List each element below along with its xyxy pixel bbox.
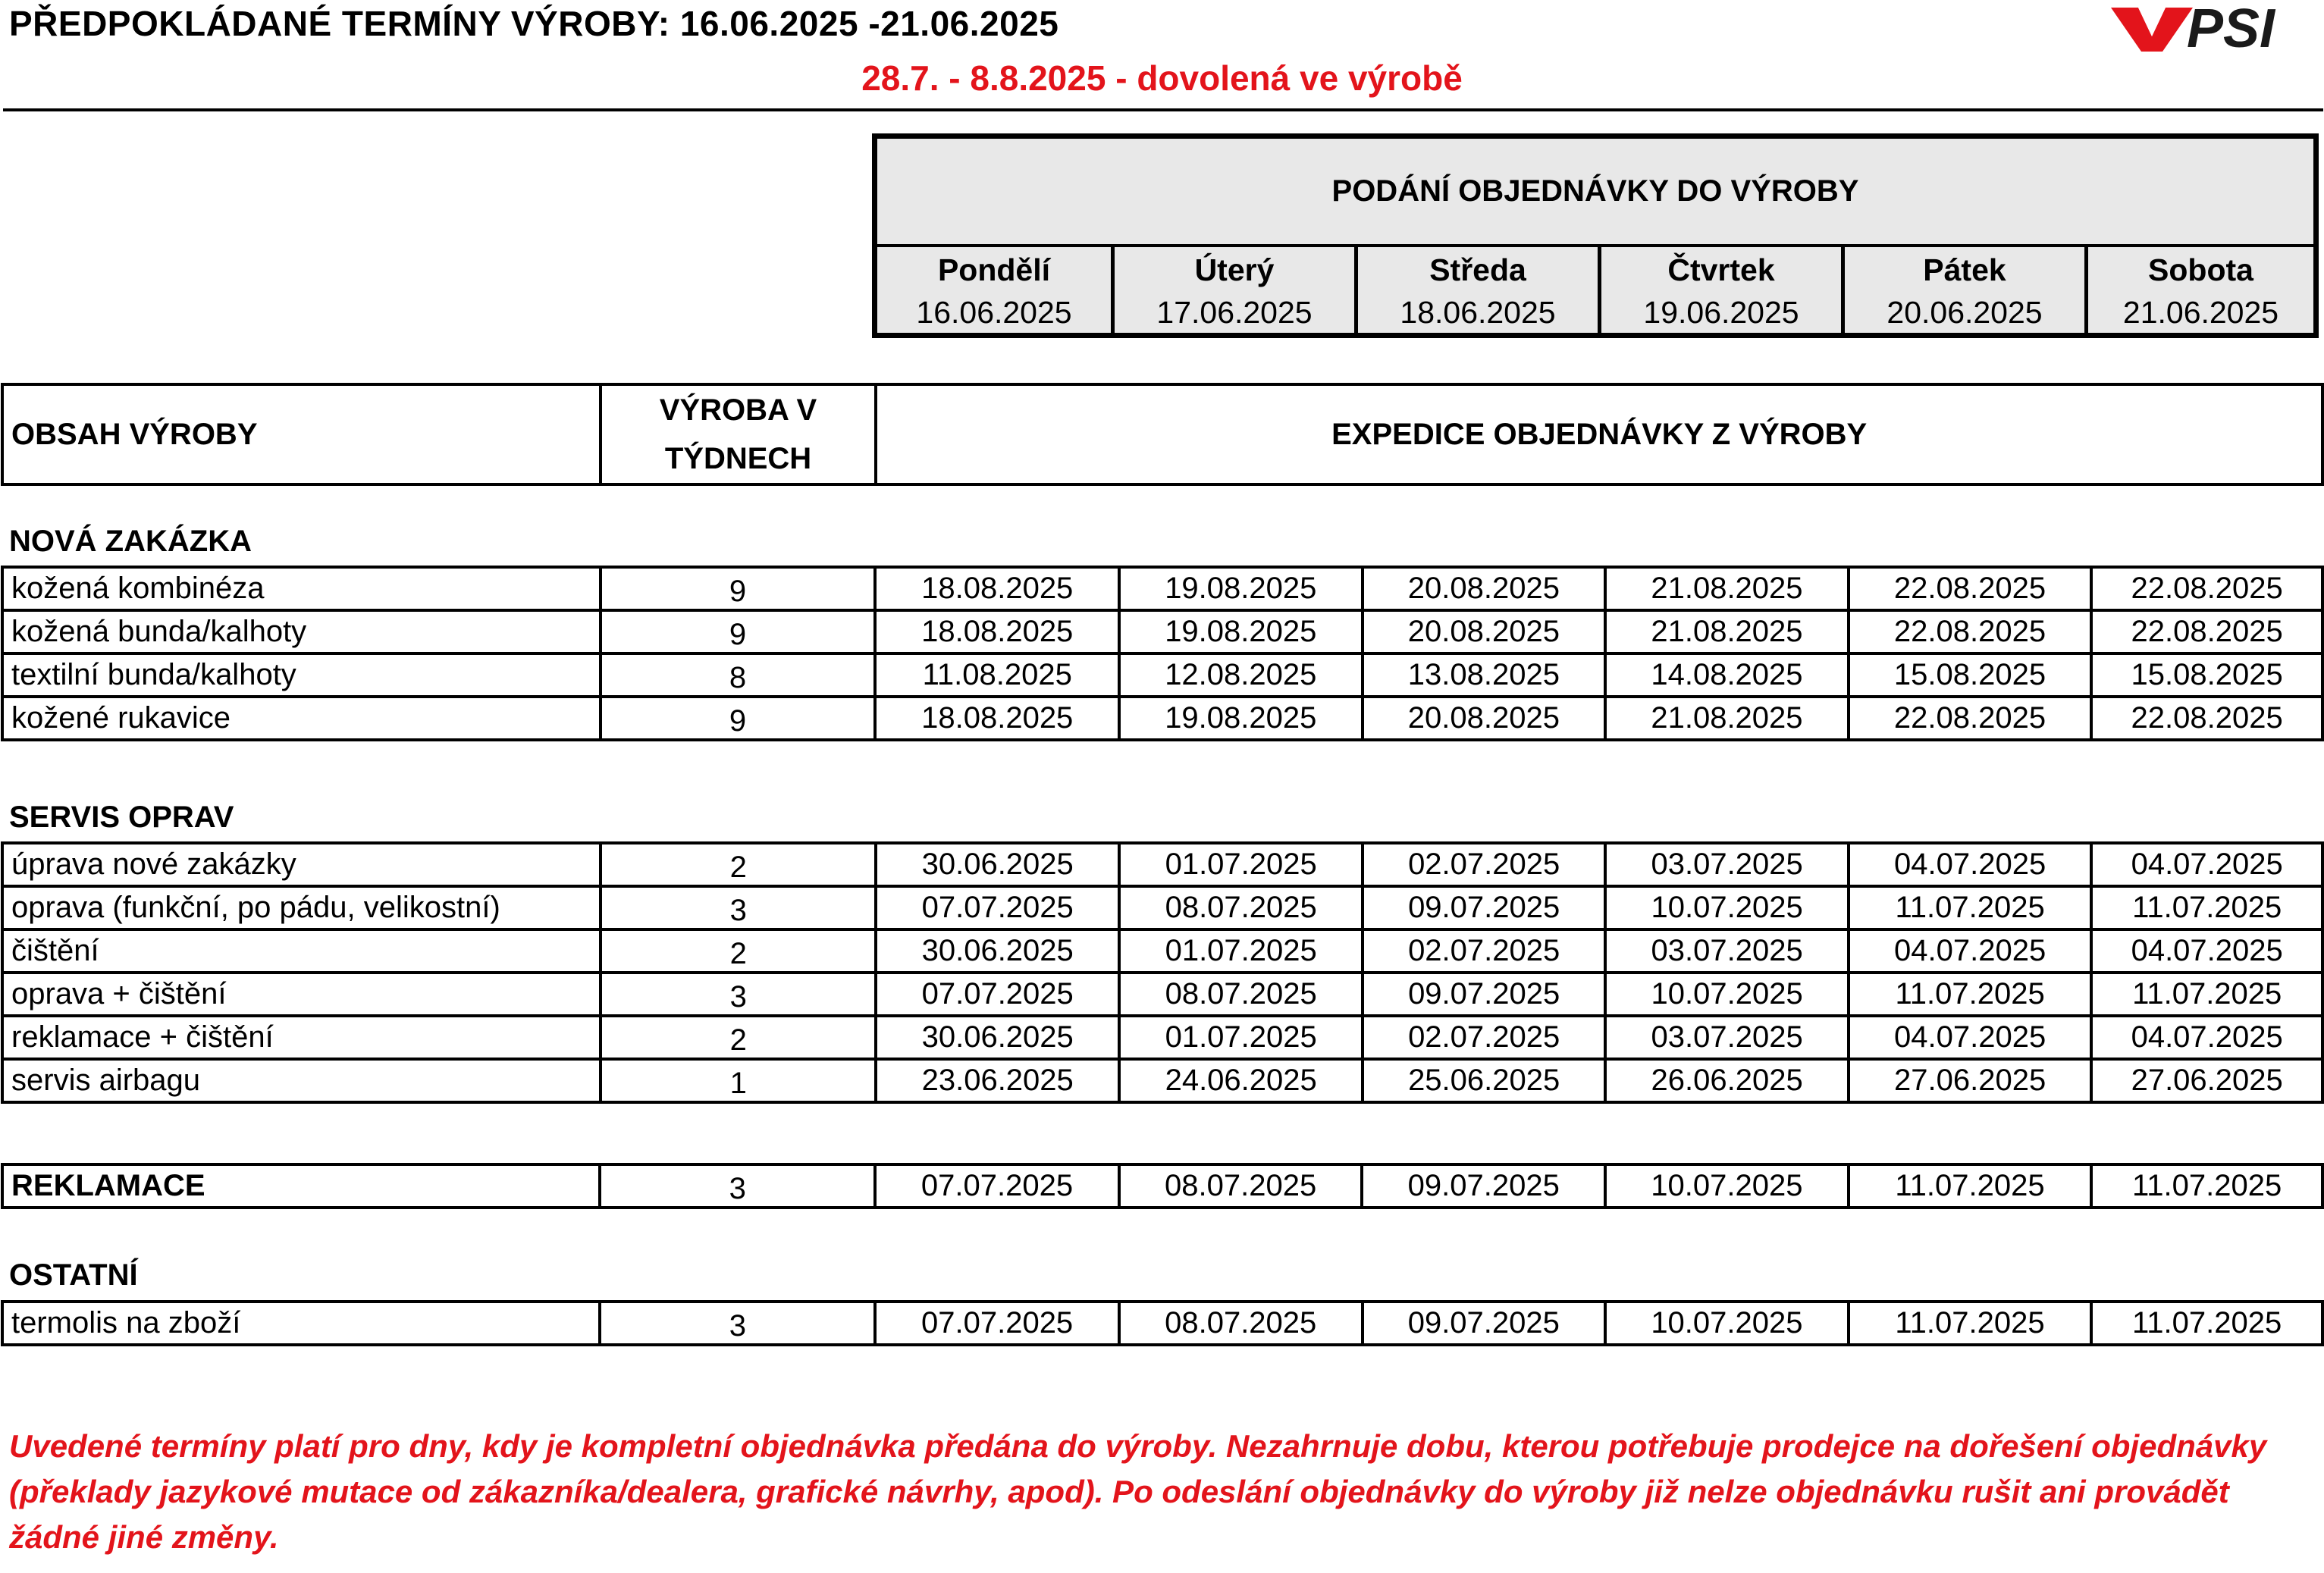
row-expedition-date: 26.06.2025 (1605, 1059, 1848, 1102)
row-expedition-date: 19.08.2025 (1119, 610, 1363, 653)
table-row (2, 697, 2322, 740)
table-row (2, 610, 2322, 653)
section-title-servis-oprav: SERVIS OPRAV (9, 801, 234, 834)
row-expedition-date: 10.07.2025 (1605, 1302, 1849, 1345)
row-expedition-date: 10.07.2025 (1605, 1164, 1849, 1208)
row-expedition-date: 10.07.2025 (1605, 886, 1848, 929)
schedule-table (1, 841, 2324, 1104)
row-expedition-date: 18.08.2025 (875, 567, 1119, 610)
row-expedition-date: 27.06.2025 (1849, 1059, 2091, 1102)
row-expedition-date: 19.08.2025 (1119, 697, 1363, 740)
row-expedition-date: 09.07.2025 (1363, 973, 1605, 1016)
order-day-1: Úterý (1115, 247, 1358, 293)
row-expedition-date: 24.06.2025 (1119, 1059, 1362, 1102)
order-table-header: PODÁNÍ OBJEDNÁVKY DO VÝROBY (877, 139, 2313, 247)
order-day-2: Středa (1358, 247, 1601, 293)
table-row (2, 1016, 2322, 1059)
row-expedition-date: 11.07.2025 (2091, 886, 2322, 929)
row-expedition-date: 10.07.2025 (1605, 973, 1848, 1016)
row-expedition-date: 04.07.2025 (2091, 929, 2322, 973)
row-expedition-date: 01.07.2025 (1119, 843, 1362, 886)
table-row (2, 653, 2322, 697)
order-days-row (877, 247, 2313, 295)
row-expedition-date: 18.08.2025 (875, 610, 1119, 653)
row-item-name: čištění (2, 929, 601, 973)
table-row (2, 929, 2322, 973)
row-expedition-date: 03.07.2025 (1605, 1016, 1848, 1059)
row-item-name: kožená kombinéza (2, 567, 601, 610)
order-day-0: Pondělí (877, 247, 1115, 293)
order-submission-table (872, 133, 2319, 338)
table-row (2, 886, 2322, 929)
row-expedition-date: 20.08.2025 (1363, 610, 1606, 653)
row-expedition-date: 11.08.2025 (875, 653, 1119, 697)
header-weeks-line2: TÝDNECH (664, 442, 812, 475)
order-day-5: Sobota (2148, 252, 2253, 287)
row-expedition-date: 04.07.2025 (1849, 929, 2091, 973)
order-date-4: 20.06.2025 (1845, 293, 2088, 333)
row-expedition-date: 18.08.2025 (875, 697, 1119, 740)
order-day-4: Pátek (1845, 247, 2088, 293)
row-item-name: úprava nové zakázky (2, 843, 601, 886)
row-expedition-date: 08.07.2025 (1119, 886, 1362, 929)
row-expedition-date: 11.07.2025 (2091, 973, 2322, 1016)
order-date-5: 21.06.2025 (2122, 295, 2279, 330)
row-weeks: 2 (601, 1016, 876, 1059)
row-item-name: REKLAMACE (2, 1164, 600, 1208)
header-expedition: EXPEDICE OBJEDNÁVKY Z VÝROBY (876, 384, 2322, 484)
row-expedition-date: 22.08.2025 (1849, 697, 2092, 740)
logo-text: PSI (2187, 0, 2275, 53)
row-expedition-date: 21.08.2025 (1605, 697, 1849, 740)
row-expedition-date: 04.07.2025 (1849, 1016, 2091, 1059)
row-expedition-date: 03.07.2025 (1605, 843, 1848, 886)
row-expedition-date: 21.08.2025 (1605, 567, 1849, 610)
row-weeks: 8 (601, 653, 876, 697)
row-expedition-date: 09.07.2025 (1363, 1302, 1606, 1345)
row-expedition-date: 30.06.2025 (876, 1016, 1119, 1059)
row-expedition-date: 20.08.2025 (1363, 697, 1606, 740)
row-weeks: 3 (601, 886, 876, 929)
subtitle-vacation: 28.7. - 8.8.2025 - dovolená ve výrobě (861, 58, 1463, 98)
order-date-1: 17.06.2025 (1115, 293, 1358, 333)
row-weeks: 1 (601, 1059, 876, 1102)
order-date-2: 18.06.2025 (1358, 293, 1601, 333)
row-item-name: oprava + čištění (2, 973, 601, 1016)
row-expedition-date: 11.07.2025 (1849, 1164, 2092, 1208)
row-expedition-date: 07.07.2025 (875, 1164, 1119, 1208)
row-expedition-date: 22.08.2025 (2091, 610, 2322, 653)
row-expedition-date: 22.08.2025 (1849, 567, 2092, 610)
row-expedition-date: 04.07.2025 (1849, 843, 2091, 886)
row-weeks: 9 (601, 610, 876, 653)
page-title: PŘEDPOKLÁDANÉ TERMÍNY VÝROBY: 16.06.2025 -21.06.2025 (9, 4, 1059, 43)
row-expedition-date: 25.06.2025 (1363, 1059, 1605, 1102)
row-expedition-date: 03.07.2025 (1605, 929, 1848, 973)
order-date-3: 19.06.2025 (1601, 293, 1845, 333)
header-production-weeks (601, 384, 877, 484)
row-item-name: kožená bunda/kalhoty (2, 610, 601, 653)
row-weeks: 9 (601, 567, 876, 610)
row-weeks: 3 (600, 1164, 875, 1208)
footer-note: Uvedené termíny platí pro dny, kdy je kompletní objednávka předána do výroby. Nezahrnuje dobu, kterou potřebuje prodejce na dořešení objednávky (překlady jazykové mutace od zákazníka/dealera, grafické návrhy, apod). Po odeslání objednávky do výroby již nelze objednávku rušit ani provádět žádné jiné změny. (9, 1428, 2267, 1555)
table-row (2, 567, 2322, 610)
schedule-table (1, 566, 2324, 741)
row-expedition-date: 14.08.2025 (1605, 653, 1849, 697)
row-expedition-date: 21.08.2025 (1605, 610, 1849, 653)
table-row (2, 843, 2322, 886)
row-expedition-date: 30.06.2025 (876, 843, 1119, 886)
order-dates-row (877, 293, 2313, 333)
row-expedition-date: 07.07.2025 (876, 973, 1119, 1016)
table-row (2, 1302, 2322, 1345)
row-expedition-date: 08.07.2025 (1119, 1164, 1363, 1208)
row-expedition-date: 01.07.2025 (1119, 1016, 1362, 1059)
row-item-name: kožené rukavice (2, 697, 601, 740)
row-expedition-date: 02.07.2025 (1363, 929, 1605, 973)
row-weeks: 2 (601, 843, 876, 886)
row-expedition-date: 09.07.2025 (1363, 886, 1605, 929)
row-expedition-date: 23.06.2025 (876, 1059, 1119, 1102)
row-expedition-date: 22.08.2025 (1849, 610, 2092, 653)
row-expedition-date: 15.08.2025 (2091, 653, 2322, 697)
schedule-table (1, 1300, 2324, 1346)
row-expedition-date: 13.08.2025 (1363, 653, 1606, 697)
row-item-name: oprava (funkční, po pádu, velikostní) (2, 886, 601, 929)
row-expedition-date: 07.07.2025 (876, 886, 1119, 929)
row-expedition-date: 09.07.2025 (1362, 1164, 1605, 1208)
row-weeks: 3 (600, 1302, 875, 1345)
section-title-nova-zakazka: NOVÁ ZAKÁZKA (9, 525, 252, 558)
row-expedition-date: 11.07.2025 (1849, 973, 2091, 1016)
row-weeks: 9 (601, 697, 876, 740)
row-item-name: textilní bunda/kalhoty (2, 653, 601, 697)
row-item-name: servis airbagu (2, 1059, 601, 1102)
row-expedition-date: 02.07.2025 (1363, 843, 1605, 886)
header-production-content: OBSAH VÝROBY (2, 384, 601, 484)
table-row (2, 1164, 2322, 1208)
header-divider (3, 108, 2323, 111)
main-header-table (1, 383, 2324, 486)
row-weeks: 2 (601, 929, 876, 973)
row-expedition-date: 04.07.2025 (2091, 1016, 2322, 1059)
section-title-ostatni: OSTATNÍ (9, 1258, 138, 1292)
header-weeks-line1: VÝROBA V (659, 393, 817, 427)
row-expedition-date: 19.08.2025 (1119, 567, 1363, 610)
row-expedition-date: 11.07.2025 (2091, 1164, 2322, 1208)
row-item-name: reklamace + čištění (2, 1016, 601, 1059)
schedule-table (1, 1163, 2324, 1209)
row-expedition-date: 20.08.2025 (1363, 567, 1606, 610)
row-expedition-date: 11.07.2025 (2091, 1302, 2322, 1345)
row-expedition-date: 08.07.2025 (1119, 1302, 1363, 1345)
row-expedition-date: 02.07.2025 (1363, 1016, 1605, 1059)
row-expedition-date: 15.08.2025 (1849, 653, 2092, 697)
table-row (2, 973, 2322, 1016)
row-expedition-date: 01.07.2025 (1119, 929, 1362, 973)
row-expedition-date: 11.07.2025 (1849, 1302, 2092, 1345)
psi-logo-icon (2108, 0, 2320, 53)
order-date-0: 16.06.2025 (877, 293, 1115, 333)
row-expedition-date: 04.07.2025 (2091, 843, 2322, 886)
row-expedition-date: 11.07.2025 (1849, 886, 2091, 929)
row-item-name: termolis na zboží (2, 1302, 600, 1345)
row-expedition-date: 22.08.2025 (2091, 697, 2322, 740)
row-expedition-date: 30.06.2025 (876, 929, 1119, 973)
row-expedition-date: 22.08.2025 (2091, 567, 2322, 610)
row-weeks: 3 (601, 973, 876, 1016)
row-expedition-date: 27.06.2025 (2091, 1059, 2322, 1102)
row-expedition-date: 12.08.2025 (1119, 653, 1363, 697)
row-expedition-date: 08.07.2025 (1119, 973, 1362, 1016)
order-day-3: Čtvrtek (1601, 247, 1845, 293)
table-row (2, 1059, 2322, 1102)
row-expedition-date: 07.07.2025 (875, 1302, 1119, 1345)
